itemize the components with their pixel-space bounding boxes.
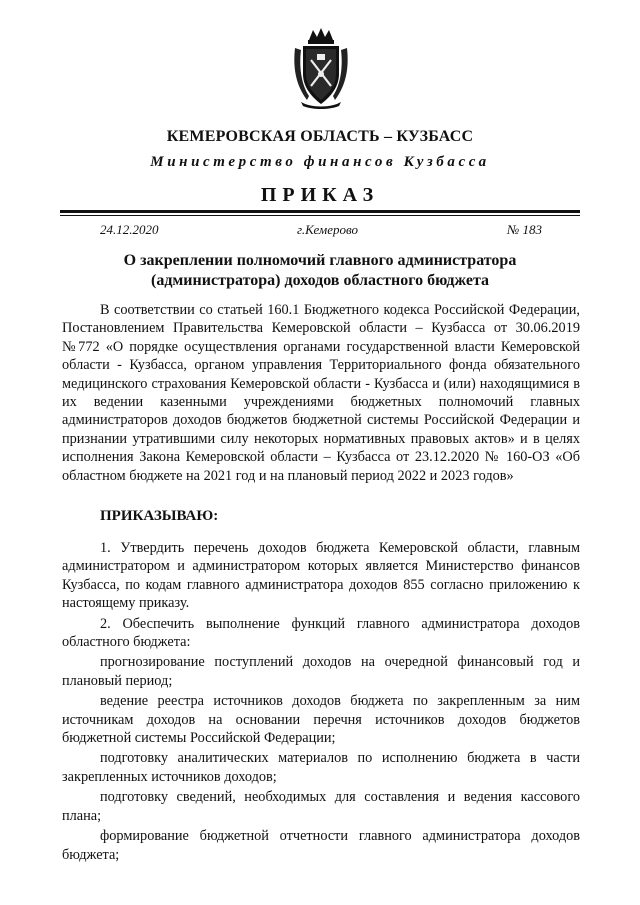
order-item: подготовку сведений, необходимых для составления и ведения кассового плана; bbox=[62, 789, 580, 824]
orders-heading: ПРИКАЗЫВАЮ: bbox=[100, 508, 219, 524]
region-title: КЕМЕРОВСКАЯ ОБЛАСТЬ – КУЗБАСС bbox=[166, 128, 474, 145]
subject-line: О закреплении полномочий главного администратора bbox=[123, 252, 517, 269]
order-city: г.Кемерово bbox=[297, 222, 358, 237]
order-item: ведение реестра источников доходов бюджета по закрепленным за ним источникам доходов на основании перечня источников доходов бюджетов бюджетной системы Российской Федерации; bbox=[62, 693, 580, 747]
preamble bbox=[62, 301, 580, 485]
order-number: № 183 bbox=[507, 222, 543, 237]
order-items bbox=[62, 539, 580, 866]
order-date: 24.12.2020 bbox=[100, 222, 159, 237]
header-rule-thick bbox=[60, 210, 580, 213]
document-type: ПРИКАЗ bbox=[260, 184, 380, 206]
order-subject bbox=[60, 251, 580, 291]
order-item: 2. Обеспечить выполнение функций главного администратора доходов областного бюджета: bbox=[62, 615, 580, 651]
subject-line: (администратора) доходов областного бюджета bbox=[150, 272, 490, 289]
order-item: 1. Утвердить перечень доходов бюджета Кемеровской области, главным администратором и администратором которых является Министерство финансов Кузбасса, по кодам главного администратора доходов 855 согласно приложению к настоящему приказу. bbox=[62, 540, 580, 612]
ministry-name: Министерство финансов Кузбасса bbox=[150, 154, 490, 170]
preamble-paragraph: В соответствии со статьей 160.1 Бюджетного кодекса Российской Федерации, Постановлением Правительства Кемеровской области – Кузбасса от 30.06.2019 №772 «О порядке осуществления органами государственной власти Кемеровской области - Кузбасса, органом управления Территориального фонда обязательного медицинского страхования Кемеровской области - Кузбасса и (или) находящимися в их ведении казенными учреждениями бюджетных полномочий главных администраторов доходов бюджетов бюджетной системы Российской Федерации и признании утратившими силу некоторых нормативных правовых актов» и в целях исполнения Закона Кемеровской области – Кузбасса от 23.12.2020 № 160-ОЗ «Об областном бюджете на 2021 год и на плановый период 2022 и 2023 годов» bbox=[62, 302, 580, 484]
order-item: формирование бюджетной отчетности главного администратора доходов бюджета; bbox=[62, 828, 580, 863]
order-item: подготовку аналитических материалов по исполнению бюджета в части закрепленных источников доходов; bbox=[62, 750, 580, 785]
coat-of-arms-icon bbox=[289, 26, 353, 110]
header-rule-thin bbox=[60, 215, 580, 216]
order-item: прогнозирование поступлений доходов на очередной финансовый год и плановый период; bbox=[62, 654, 580, 689]
